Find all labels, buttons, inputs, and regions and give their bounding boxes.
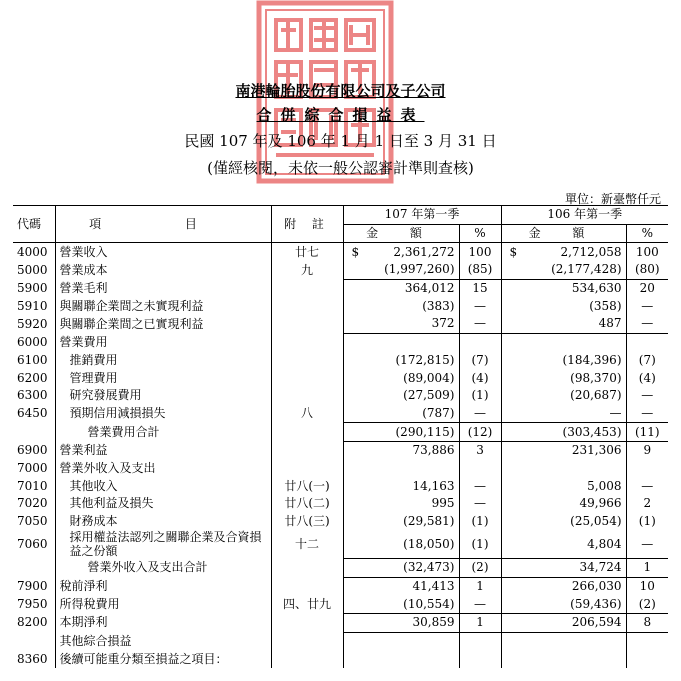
row-amount-107: 73,886 [412, 443, 455, 458]
row-item-label: 營業毛利 [55, 279, 271, 297]
row-amount-106: (184,396) [562, 352, 622, 367]
row-percent-106: (1) [626, 513, 668, 531]
row-amount-106: (20,687) [570, 388, 622, 403]
review-note: (僅經核閱，未依一般公認審計準則查核) [207, 159, 474, 177]
income-statement-table [13, 205, 668, 668]
row-amount-106: 2,712,058 [560, 244, 622, 259]
row-note-ref: 廿八(一) [271, 477, 343, 495]
row-currency-106 [501, 513, 521, 531]
row-currency-106 [501, 405, 521, 423]
row-amount-106: (303,453) [521, 423, 626, 442]
row-item-label: 其他綜合損益 [55, 632, 271, 650]
row-currency-106 [501, 441, 521, 459]
row-percent-106: — [626, 530, 668, 558]
row-currency-106 [501, 477, 521, 495]
row-percent-106: 2 [626, 495, 668, 513]
row-amount-107: 2,361,272 [393, 244, 455, 259]
row-percent-107: (2) [459, 558, 501, 577]
col-amount2-header: 金 額 [501, 224, 626, 243]
row-percent-106: (80) [626, 261, 668, 279]
row-percent-107: (12) [459, 423, 501, 442]
row-note-ref [271, 613, 343, 632]
row-amount-107: (172,815) [395, 352, 455, 367]
col-pct1-header: % [459, 224, 501, 243]
row-percent-107: — [459, 595, 501, 613]
statement-body [13, 243, 668, 668]
row-note-ref [271, 315, 343, 333]
statement-row [13, 279, 668, 297]
row-currency-106 [501, 369, 521, 387]
row-note-ref [271, 460, 343, 478]
row-code: 7020 [17, 496, 48, 511]
row-note-ref [271, 279, 343, 297]
row-amount-107: 14,163 [412, 478, 455, 493]
statement-row [13, 243, 668, 261]
row-code: 6100 [17, 352, 48, 367]
row-percent-107: — [459, 477, 501, 495]
row-amount-107: 30,859 [363, 613, 459, 632]
row-note-ref [271, 369, 343, 387]
row-amount-107: 364,012 [404, 281, 455, 296]
row-currency-107 [343, 441, 363, 459]
row-item-label: 稅前淨利 [55, 577, 271, 595]
row-note-ref: 八 [271, 405, 343, 423]
row-percent-107 [459, 460, 501, 478]
row-currency-106 [501, 315, 521, 333]
statement-row [13, 558, 668, 577]
row-item-label: 與關聯企業間之已實現利益 [55, 315, 271, 333]
row-note-ref: 廿八(二) [271, 495, 343, 513]
row-percent-106 [626, 460, 668, 478]
row-percent-106: — [626, 405, 668, 423]
row-currency-106 [501, 279, 521, 297]
row-note-ref [271, 333, 343, 351]
row-currency-107 [343, 613, 363, 632]
header-row-1 [13, 206, 668, 225]
row-currency-107: $ [343, 243, 363, 261]
row-amount-106: 266,030 [571, 578, 622, 593]
row-percent-107: 3 [459, 441, 501, 459]
row-percent-106: (4) [626, 369, 668, 387]
row-amount-106: (98,370) [570, 370, 622, 385]
col-pct2-header: % [626, 224, 668, 243]
row-currency-106 [501, 530, 521, 558]
row-amount-107: 372 [363, 315, 459, 333]
col-period1-header: 107 年第一季 [343, 206, 501, 225]
row-currency-107 [343, 632, 363, 650]
row-amount-107 [363, 333, 459, 351]
row-percent-107: — [459, 315, 501, 333]
statement-row [13, 530, 668, 558]
row-currency-107 [343, 261, 363, 279]
row-item-label: 營業費用 [55, 333, 271, 351]
statement-row [13, 297, 668, 315]
row-percent-106: (7) [626, 352, 668, 370]
row-percent-106: — [626, 387, 668, 405]
row-note-ref [271, 577, 343, 595]
row-amount-107: 41,413 [412, 578, 455, 593]
row-item-label: 研究發展費用 [55, 387, 271, 405]
row-code: 8200 [17, 615, 48, 630]
statement-row [13, 441, 668, 459]
row-currency-106 [501, 261, 521, 279]
row-code: 6200 [17, 370, 48, 385]
row-percent-107: 1 [459, 577, 501, 595]
row-amount-106: (25,054) [570, 514, 622, 529]
row-currency-106 [501, 558, 521, 577]
row-amount-106 [521, 460, 626, 478]
row-currency-106 [501, 613, 521, 632]
row-currency-107 [343, 477, 363, 495]
row-item-label: 與關聯企業間之未實現利益 [55, 297, 271, 315]
row-item-label: 推銷費用 [55, 352, 271, 370]
row-amount-107: (1,997,260) [363, 261, 459, 279]
row-percent-107 [459, 632, 501, 650]
row-amount-107: 995 [431, 496, 455, 511]
row-currency-106 [501, 495, 521, 513]
row-code: 5920 [17, 316, 48, 331]
statement-row [13, 613, 668, 632]
col-code-header: 代碼 [13, 206, 55, 243]
row-percent-107: 1 [459, 613, 501, 632]
row-note-ref: 廿八(三) [271, 513, 343, 531]
statement-row [13, 477, 668, 495]
row-item-label: 營業外收入及支出 [55, 460, 271, 478]
row-currency-107 [343, 595, 363, 613]
row-currency-107 [343, 315, 363, 333]
row-percent-107 [459, 650, 501, 668]
row-percent-107: 100 [459, 243, 501, 261]
row-amount-106: (59,436) [521, 595, 626, 613]
row-note-ref [271, 297, 343, 315]
row-item-label: 其他利益及損失 [55, 495, 271, 513]
row-code: 6450 [17, 406, 48, 421]
row-code: 7900 [17, 578, 48, 593]
row-item-label: 營業費用合計 [55, 423, 271, 442]
row-amount-107: (787) [363, 405, 459, 423]
row-currency-106 [501, 423, 521, 442]
row-amount-106: 49,966 [579, 496, 622, 511]
row-currency-107 [343, 577, 363, 595]
row-currency-106 [501, 333, 521, 351]
row-item-label: 營業利益 [55, 441, 271, 459]
row-item-label: 其他收入 [55, 477, 271, 495]
row-percent-106: 20 [626, 279, 668, 297]
row-code: 5910 [17, 298, 48, 313]
row-currency-107 [343, 405, 363, 423]
unit-label: 單位：新臺幣仟元 [564, 192, 661, 206]
row-note-ref: 九 [271, 261, 343, 279]
row-percent-106: — [626, 297, 668, 315]
row-code: 6900 [17, 443, 48, 458]
row-note-ref: 廿七 [271, 243, 343, 261]
row-amount-107 [363, 632, 459, 650]
row-amount-107: (18,050) [363, 530, 459, 558]
row-currency-107 [343, 297, 363, 315]
row-currency-107 [343, 460, 363, 478]
row-code [13, 423, 55, 442]
row-note-ref: 四、廿九 [271, 595, 343, 613]
row-percent-107: — [459, 297, 501, 315]
row-currency-106 [501, 297, 521, 315]
row-amount-106: 534,630 [571, 281, 622, 296]
statement-row [13, 387, 668, 405]
statement-title: 合併綜合損益表 [256, 106, 425, 124]
row-item-label: 本期淨利 [55, 613, 271, 632]
col-note-header: 附 註 [271, 206, 343, 243]
row-percent-106: 9 [626, 441, 668, 459]
row-code: 6300 [17, 388, 48, 403]
row-code: 7050 [17, 514, 48, 529]
row-currency-106 [501, 352, 521, 370]
row-item-label: 預期信用減損損失 [55, 405, 271, 423]
row-amount-106: 5,008 [587, 478, 622, 493]
statement-row [13, 460, 668, 478]
row-currency-107 [343, 423, 363, 442]
row-percent-106: 8 [626, 613, 668, 632]
row-percent-106 [626, 333, 668, 351]
statement-row [13, 650, 668, 668]
row-item-label: 營業成本 [55, 261, 271, 279]
row-code: 4000 [17, 244, 48, 259]
row-note-ref [271, 423, 343, 442]
row-amount-106 [521, 650, 626, 668]
row-amount-107: (27,509) [403, 388, 455, 403]
row-amount-107: (29,581) [403, 514, 455, 529]
row-currency-107 [343, 650, 363, 668]
row-currency-106 [501, 577, 521, 595]
row-amount-106 [521, 333, 626, 351]
row-code: 5900 [17, 280, 48, 295]
row-percent-107: (7) [459, 352, 501, 370]
row-code: 7950 [17, 596, 48, 611]
row-amount-106: 34,724 [521, 558, 626, 577]
row-percent-106: (11) [626, 423, 668, 442]
row-currency-107 [343, 369, 363, 387]
row-amount-107 [363, 460, 459, 478]
row-code: 7060 [17, 536, 48, 551]
row-percent-106: 1 [626, 558, 668, 577]
row-percent-106 [626, 632, 668, 650]
row-item-label: 營業收入 [55, 243, 271, 261]
row-currency-107 [343, 558, 363, 577]
row-currency-107 [343, 513, 363, 531]
row-percent-107: (85) [459, 261, 501, 279]
row-item-label: 管理費用 [55, 369, 271, 387]
row-amount-106 [521, 632, 626, 650]
row-item-label: 採用權益法認列之關聯企業及合資損益之份額 [55, 530, 271, 558]
row-amount-107 [363, 650, 459, 668]
row-amount-106: (2,177,428) [521, 261, 626, 279]
row-code [13, 558, 55, 577]
row-note-ref [271, 387, 343, 405]
row-item-label: 營業外收入及支出合計 [55, 558, 271, 577]
row-percent-107: — [459, 405, 501, 423]
row-percent-107: (1) [459, 513, 501, 531]
row-amount-107: (383) [422, 298, 455, 313]
row-note-ref [271, 650, 343, 668]
row-amount-106: — [521, 405, 626, 423]
row-code [13, 632, 55, 650]
row-currency-106 [501, 632, 521, 650]
row-amount-106: 487 [521, 315, 626, 333]
col-amount1-header: 金 額 [343, 224, 459, 243]
row-percent-106 [626, 650, 668, 668]
statement-row [13, 595, 668, 613]
row-code: 7000 [17, 460, 48, 475]
row-percent-106: — [626, 315, 668, 333]
row-currency-107 [343, 333, 363, 351]
statement-row [13, 513, 668, 531]
row-percent-107: (1) [459, 530, 501, 558]
row-note-ref [271, 558, 343, 577]
row-currency-107 [343, 495, 363, 513]
statement-row [13, 261, 668, 279]
row-note-ref [271, 352, 343, 370]
row-note-ref [271, 632, 343, 650]
row-code: 8360 [17, 651, 48, 666]
row-item-label: 財務成本 [55, 513, 271, 531]
row-currency-107 [343, 387, 363, 405]
statement-row [13, 315, 668, 333]
row-amount-107: (32,473) [363, 558, 459, 577]
statement-row [13, 423, 668, 442]
statement-row [13, 405, 668, 423]
row-percent-107: (4) [459, 369, 501, 387]
row-currency-106 [501, 595, 521, 613]
statement-row [13, 352, 668, 370]
statement-row [13, 333, 668, 351]
statement-period: 民國 107 年及 106 年 1 月 1 日至 3 月 31 日 [184, 132, 497, 150]
row-item-label: 後續可能重分類至損益之項目： [55, 650, 271, 668]
row-item-label: 所得稅費用 [55, 595, 271, 613]
row-currency-107 [343, 530, 363, 558]
row-amount-107: (89,004) [403, 370, 455, 385]
row-percent-106: 10 [626, 577, 668, 595]
company-name: 南港輪胎股份有限公司及子公司 [235, 82, 446, 100]
row-percent-107: — [459, 495, 501, 513]
row-percent-107: 15 [459, 279, 501, 297]
statement-row [13, 495, 668, 513]
statement-row [13, 369, 668, 387]
row-code: 5000 [17, 262, 48, 277]
row-currency-106 [501, 387, 521, 405]
col-item-header: 項 目 [55, 206, 271, 243]
row-currency-106 [501, 650, 521, 668]
row-percent-106: 100 [626, 243, 668, 261]
statement-row [13, 577, 668, 595]
row-percent-107 [459, 333, 501, 351]
row-percent-106: (2) [626, 595, 668, 613]
row-percent-107: (1) [459, 387, 501, 405]
row-percent-106: — [626, 477, 668, 495]
row-note-ref [271, 441, 343, 459]
row-amount-106: (358) [589, 298, 622, 313]
statement-row [13, 632, 668, 650]
col-period2-header: 106 年第一季 [501, 206, 668, 225]
row-note-ref: 十二 [271, 530, 343, 558]
row-amount-107: (290,115) [363, 423, 459, 442]
row-currency-106: $ [501, 243, 521, 261]
row-code: 7010 [17, 478, 48, 493]
row-currency-107 [343, 352, 363, 370]
row-amount-107: (10,554) [363, 595, 459, 613]
row-amount-106: 206,594 [521, 613, 626, 632]
row-amount-106: 4,804 [521, 530, 626, 558]
row-code: 6000 [17, 334, 48, 349]
row-currency-107 [343, 279, 363, 297]
row-amount-106: 231,306 [571, 443, 622, 458]
row-currency-106 [501, 460, 521, 478]
